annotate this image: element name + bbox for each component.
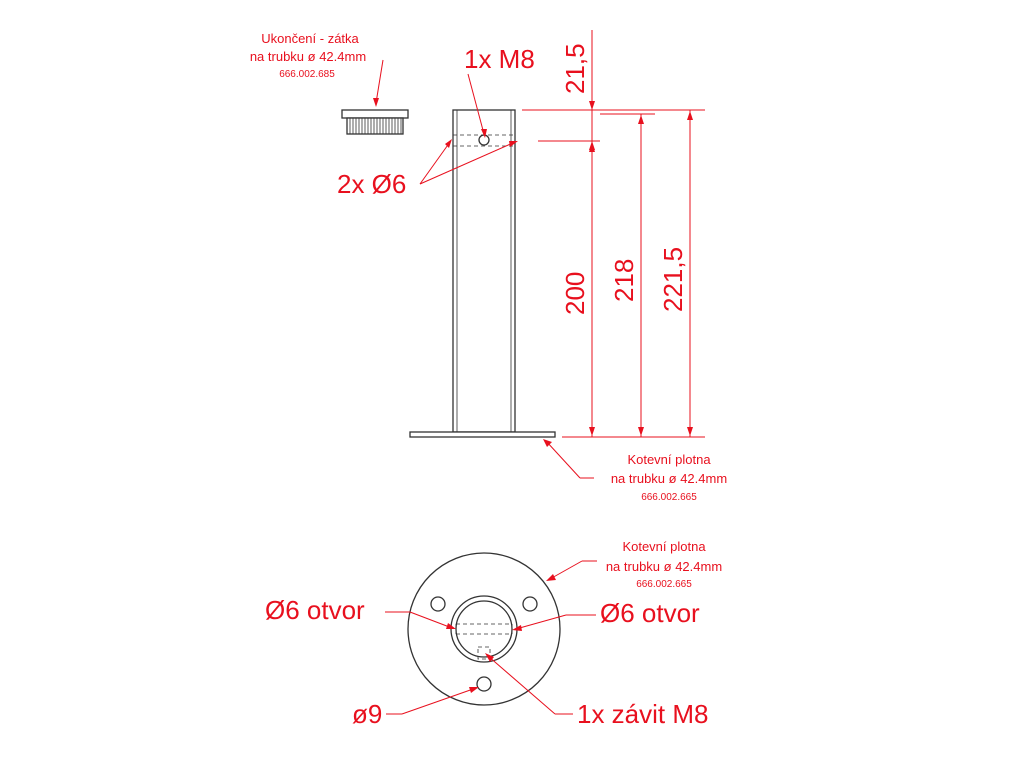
dim-21-5 xyxy=(560,30,595,150)
m8-hole xyxy=(479,135,489,145)
dim-218 xyxy=(609,114,644,437)
hole-base-label: ø9 xyxy=(352,699,383,729)
tube-side-view xyxy=(410,110,555,437)
plate-hole-left xyxy=(431,597,445,611)
plate-top-label-line1: Kotevní plotna xyxy=(622,539,706,554)
tube-body xyxy=(453,110,515,432)
thread-m8-label: 1x závit M8 xyxy=(577,699,709,729)
plate-side-label-code: 666.002.665 xyxy=(641,492,697,503)
end-cap xyxy=(342,110,408,134)
dim-221-5 xyxy=(658,110,693,437)
dim-21-5-text: 21,5 xyxy=(560,43,590,94)
hole-right-label: Ø6 otvor xyxy=(600,598,700,628)
plate-top-leader xyxy=(546,561,597,581)
plate-side-leader xyxy=(543,439,594,478)
m8-label: 1x M8 xyxy=(464,44,535,74)
plate-hole-right xyxy=(523,597,537,611)
plate-top-label-code: 666.002.665 xyxy=(636,579,692,590)
base-plate-side xyxy=(410,432,555,437)
plate-side-label-line1: Kotevní plotna xyxy=(627,452,711,467)
plate-hole-bottom xyxy=(477,677,491,691)
hole-left-label: Ø6 otvor xyxy=(265,595,365,625)
tube-inner-circle xyxy=(456,601,512,657)
cap-label-line1: Ukončení - zátka xyxy=(261,31,359,46)
plate-top-view xyxy=(408,553,560,705)
dim-200-text: 200 xyxy=(560,271,590,315)
cap-label-code: 666.002.685 xyxy=(279,69,335,80)
dim-200 xyxy=(560,141,595,437)
dim-218-text: 218 xyxy=(609,258,639,302)
plate-top-label-line2: na trubku ø 42.4mm xyxy=(605,559,723,574)
dim-221-5-text: 221,5 xyxy=(658,246,688,312)
plate-side-label-line2: na trubku ø 42.4mm xyxy=(610,471,728,486)
holes-side-label: 2x Ø6 xyxy=(337,169,407,199)
cap-label-line2: na trubku ø 42.4mm xyxy=(249,49,367,64)
cap-leader xyxy=(373,60,383,107)
cap-head xyxy=(342,110,408,118)
